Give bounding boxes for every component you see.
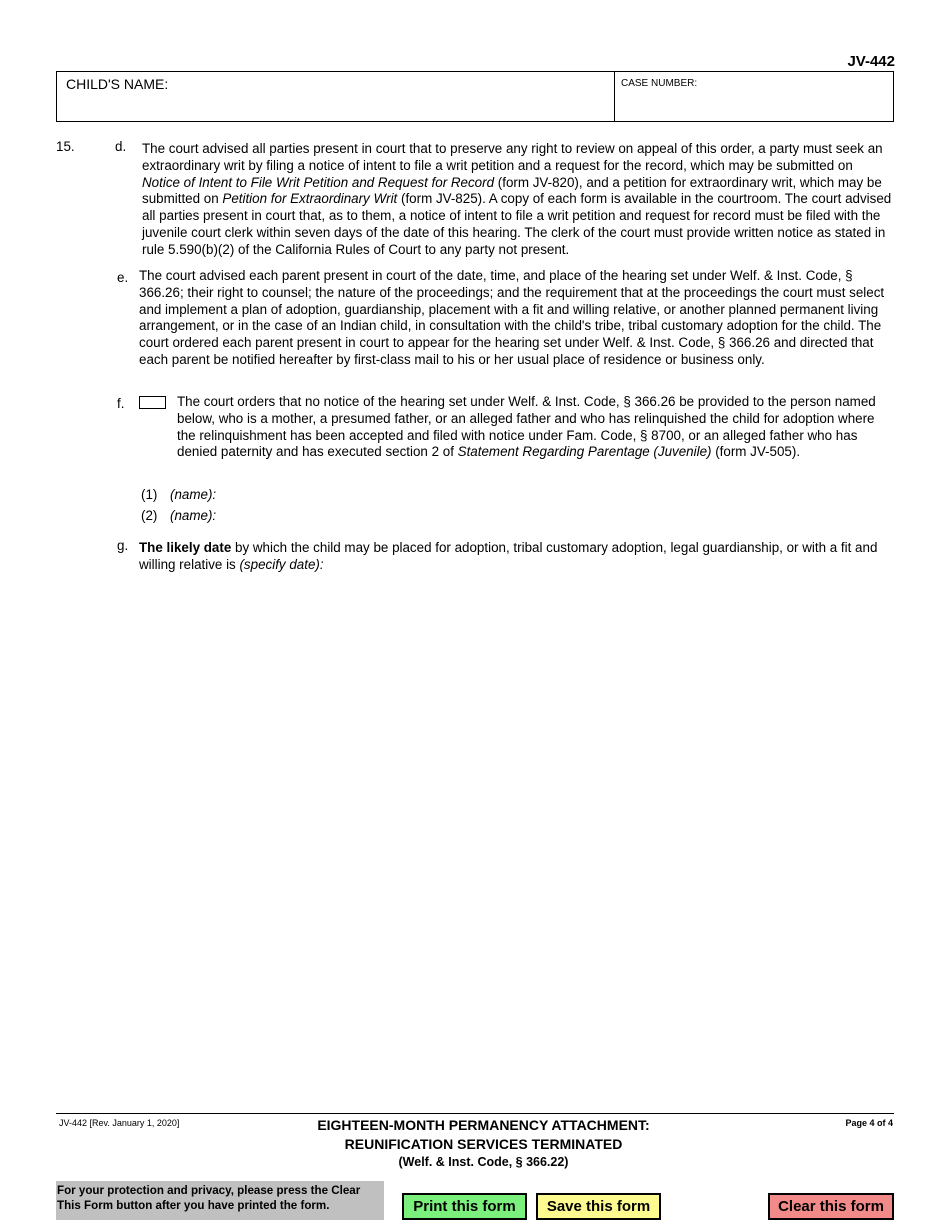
form-title-code: (Welf. & Inst. Code, § 366.22): [398, 1155, 569, 1169]
child-name-label: CHILD'S NAME:: [66, 76, 169, 92]
item-e-text: The court advised each parent present in court of the date, time, and place of the hearing set under Welf. & Inst. Code, § 366.26; their right to counsel; the nature of the proceedings; and the requirement that at the proceedings the court must select and implement a plan of adoption, guardianship, placement with a fit and willing relative, or another planned permanent living arrangement, or in the case of an Indian child, in consultation with the child's tribe, tribal customary adoption for the child. The court ordered each parent present in court to appear for the hearing set under Welf. & Inst. Code, § 366.26 and directed that each parent be notified hereafter by first-class mail to his or her usual place of residence or business only.: [139, 268, 885, 367]
header-divider: [614, 71, 615, 122]
footer-divider: [56, 1113, 894, 1114]
item-f-sub-2-label: (2): [141, 508, 158, 523]
form-id: JV-442: [847, 53, 895, 70]
item-d-label: d.: [115, 139, 127, 154]
clear-form-button[interactable]: Clear this form: [768, 1193, 894, 1220]
save-form-button[interactable]: Save this form: [536, 1193, 661, 1220]
case-number-label: CASE NUMBER:: [621, 78, 698, 89]
item-f-text: The court orders that no notice of the hearing set under Welf. & Inst. Code, § 366.26 be provided to the person named below, who is a mother, a presumed father, or an alleged father and who has relinquished the child for adoption where the relinquishment has been accepted and filed with notice under Fam. Code, § 8700, or an alleged father who has denied paternity and has executed section 2 of Statement Regarding Parentage (Juvenile) (form JV-505).: [177, 394, 876, 460]
item-f-sub-2-name: (name):: [170, 508, 217, 523]
item-f-sub-1-name: (name):: [170, 487, 217, 502]
item-g-label: g.: [117, 538, 129, 553]
privacy-notice: For your protection and privacy, please press the Clear This Form button after you have printed the form.: [56, 1181, 384, 1220]
item-g-text: The likely date by which the child may be placed for adoption, tribal customary adoption, legal guardianship, or with a fit and willing relative is (specify date):: [139, 540, 878, 572]
print-form-button[interactable]: Print this form: [402, 1193, 527, 1220]
form-title-line-2: REUNIFICATION SERVICES TERMINATED: [344, 1136, 623, 1152]
revision-date: JV-442 [Rev. January 1, 2020]: [59, 1118, 180, 1128]
item-number: 15.: [56, 139, 75, 154]
form-title-line-1: EIGHTEEN-MONTH PERMANENCY ATTACHMENT:: [317, 1117, 650, 1133]
item-f-sub-1-label: (1): [141, 487, 158, 502]
item-f-checkbox[interactable]: [139, 396, 166, 409]
item-d-text: The court advised all parties present in court that to preserve any right to review on appeal of this order, a party must seek an extraordinary writ by filing a notice of intent to file a writ petition and a request for the record, which may be submitted on Notice of Intent to File Writ Petition and Request for Record (form JV-820), and a petition for extraordinary writ, which may be submitted on Petition for Extraordinary Writ (form JV-825). A copy of each form is available in the courtroom. The court advised all parties present in court that, as to them, a notice of intent to file a writ petition and request for record must be filed with the juvenile court clerk within seven days of the date of this hearing. The clerk of the court must provide written notice as stated in rule 5.590(b)(2) of the California Rules of Court to any party not present.: [142, 141, 892, 257]
item-e-label: e.: [117, 270, 129, 285]
page-number: Page 4 of 4: [845, 1118, 893, 1128]
item-f-label: f.: [117, 396, 125, 411]
case-header-box: [56, 71, 894, 122]
